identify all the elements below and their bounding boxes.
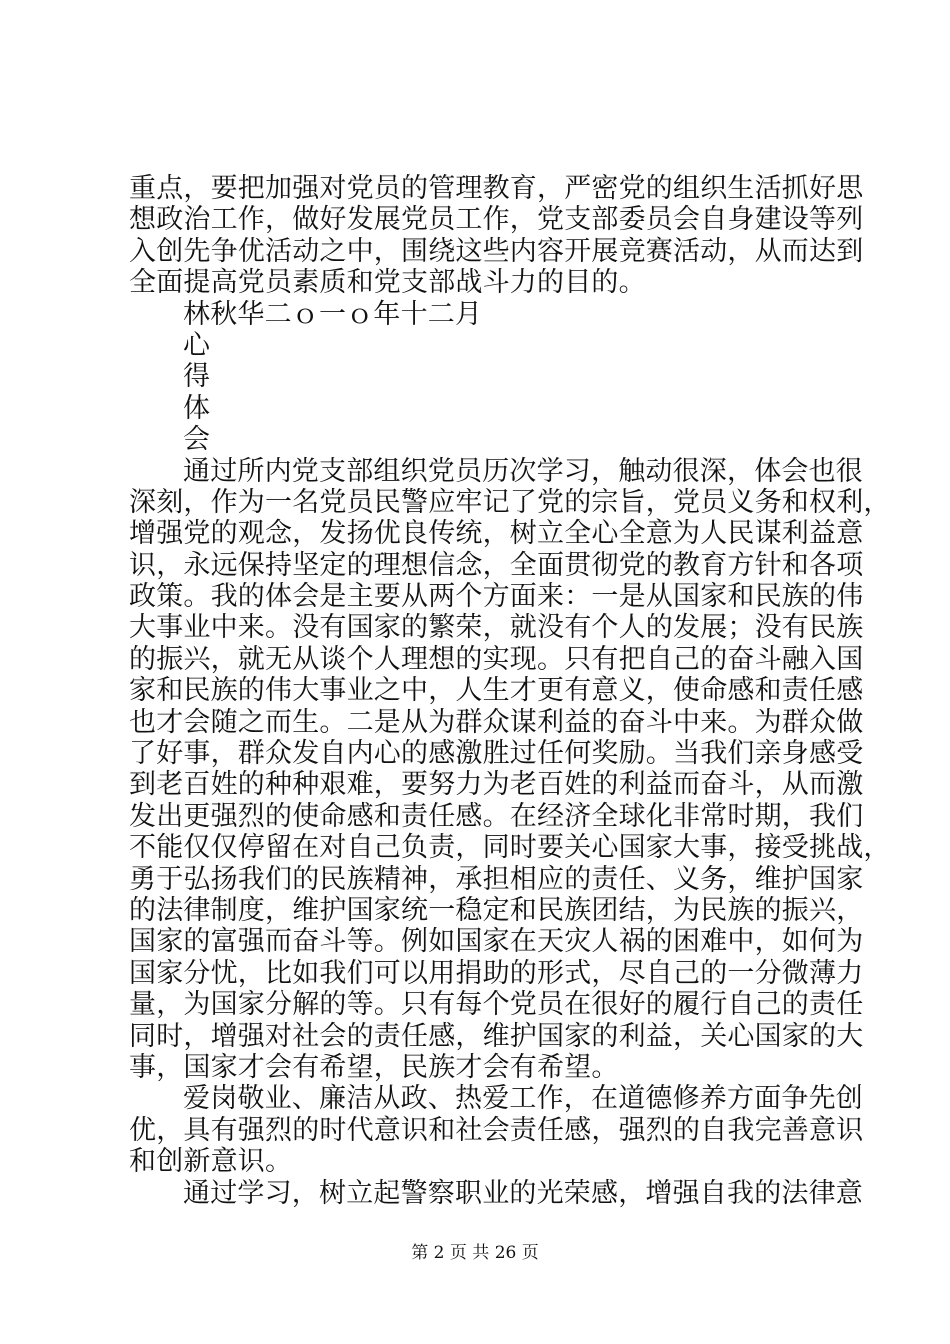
text-line: 大事业中来。没有国家的繁荣，就没有个人的发展；没有民族 — [129, 612, 864, 644]
text-line: 增强党的观念，发扬优良传统，树立全心全意为人民谋利益意 — [129, 518, 864, 550]
text-line: 想政治工作，做好发展党员工作，党支部委员会自身建设等列 — [129, 204, 864, 236]
text-line: 会 — [183, 424, 211, 456]
text-line: 发出更强烈的使命感和责任感。在经济全球化非常时期，我们 — [129, 800, 864, 832]
text-line: 政策。我的体会是主要从两个方面来：一是从国家和民族的伟 — [129, 581, 864, 613]
text-line: 了好事，群众发自内心的感激胜过任何奖励。当我们亲身感受 — [129, 738, 864, 770]
text-line: 的振兴，就无从谈个人理想的实现。只有把自己的奋斗融入国 — [129, 643, 864, 675]
text-line: 也才会随之而生。二是从为群众谋利益的奋斗中来。为群众做 — [129, 706, 864, 738]
text-line: 国家分忧，比如我们可以用捐助的形式，尽自己的一分微薄力 — [129, 957, 864, 989]
text-line: 同时，增强对社会的责任感，维护国家的利益，关心国家的大 — [129, 1020, 864, 1052]
text-line: 得 — [183, 361, 211, 393]
text-line: 体 — [183, 392, 211, 424]
text-line: 勇于弘扬我们的民族精神，承担相应的责任、义务，维护国家 — [129, 863, 864, 895]
text-line: 国家的富强而奋斗等。例如国家在天灾人祸的困难中，如何为 — [129, 926, 864, 958]
text-line: 识，永远保持坚定的理想信念，全面贯彻党的教育方针和各项 — [129, 549, 864, 581]
text-line: 爱岗敬业、廉洁从政、热爱工作，在道德修养方面争先创 — [183, 1083, 863, 1115]
text-line: 和创新意识。 — [129, 1146, 293, 1178]
text-line: 林秋华二ｏ一ｏ年十二月 — [183, 298, 483, 330]
text-line: 家和民族的伟大事业之中，人生才更有意义，使命感和责任感 — [129, 675, 864, 707]
text-line: 通过所内党支部组织党员历次学习，触动很深，体会也很 — [183, 455, 863, 487]
text-line: 的法律制度，维护国家统一稳定和民族团结，为民族的振兴， — [129, 894, 864, 926]
page-footer: 第 2 页 共 26 页 — [411, 1243, 539, 1263]
text-line: 全面提高党员素质和党支部战斗力的目的。 — [129, 267, 646, 299]
text-line: 重点，要把加强对党员的管理教育，严密党的组织生活抓好思 — [129, 173, 864, 204]
text-line: 不能仅仅停留在对自己负责，同时要关心国家大事，接受挑战， — [129, 832, 891, 864]
text-line: 优，具有强烈的时代意识和社会责任感，强烈的自我完善意识 — [129, 1114, 864, 1146]
text-line: 入创先争优活动之中，围绕这些内容开展竞赛活动，从而达到 — [129, 235, 864, 267]
text-line: 到老百姓的种种艰难，要努力为老百姓的利益而奋斗，从而激 — [129, 769, 864, 801]
text-line: 量，为国家分解的等。只有每个党员在很好的履行自己的责任 — [129, 989, 864, 1021]
document-body — [129, 173, 891, 1209]
text-line: 深刻，作为一名党员民警应牢记了党的宗旨，党员义务和权利， — [129, 486, 891, 518]
text-line: 事，国家才会有希望，民族才会有希望。 — [129, 1051, 619, 1083]
text-line: 心 — [183, 329, 211, 361]
text-line: 通过学习，树立起警察职业的光荣感，增强自我的法律意 — [183, 1177, 863, 1209]
